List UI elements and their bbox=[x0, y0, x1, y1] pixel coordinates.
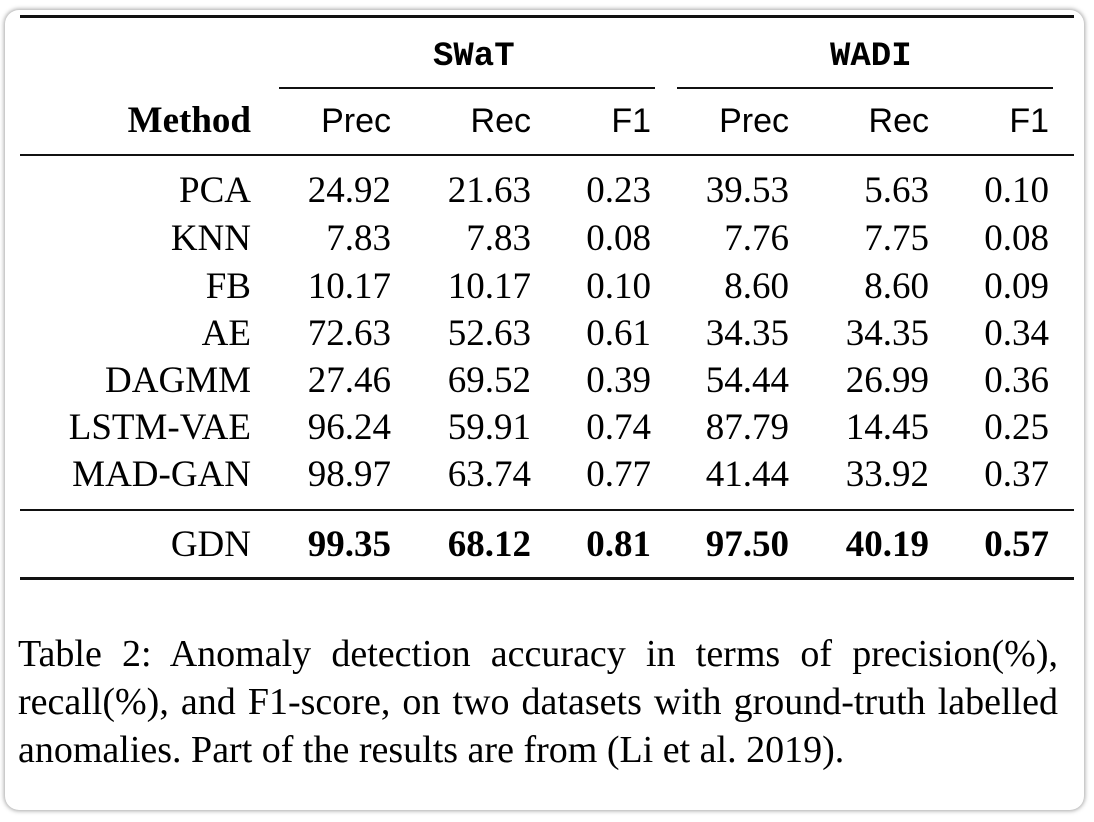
value-cell: 7.76 bbox=[724, 218, 789, 259]
wadi-group-rule bbox=[677, 87, 1053, 89]
table-caption: Table 2: Anomaly detection accuracy in terms of precision(%), recall(%), and F1-score, on two datasets with ground-truth labelled anomalies. Part of the results are from (Li et al. 2019). bbox=[18, 633, 1058, 771]
method-cell: PCA bbox=[179, 170, 251, 211]
value-cell: 27.46 bbox=[307, 360, 391, 401]
best-value-cell: 40.19 bbox=[845, 524, 929, 565]
col-header-swat-rec: Rec bbox=[470, 102, 531, 140]
value-cell: 0.08 bbox=[984, 218, 1049, 259]
method-column-header: Method bbox=[127, 100, 251, 141]
value-cell: 8.60 bbox=[864, 266, 929, 307]
value-cell: 69.52 bbox=[447, 360, 531, 401]
value-cell: 33.92 bbox=[845, 454, 929, 495]
value-cell: 0.23 bbox=[586, 170, 651, 211]
method-cell-highlight: GDN bbox=[170, 524, 251, 565]
value-cell: 21.63 bbox=[447, 170, 531, 211]
method-cell: LSTM-VAE bbox=[68, 407, 251, 448]
value-cell: 24.92 bbox=[307, 170, 391, 211]
value-cell: 52.63 bbox=[447, 313, 531, 354]
header-rule bbox=[20, 154, 1074, 156]
value-cell: 63.74 bbox=[447, 454, 531, 495]
value-cell: 7.83 bbox=[326, 218, 391, 259]
table-bottom-rule bbox=[20, 577, 1074, 580]
value-cell: 0.10 bbox=[984, 170, 1049, 211]
col-header-wadi-rec: Rec bbox=[868, 102, 929, 140]
value-cell: 0.77 bbox=[586, 454, 651, 495]
value-cell: 98.97 bbox=[307, 454, 391, 495]
method-cell: DAGMM bbox=[105, 360, 251, 401]
value-cell: 72.63 bbox=[307, 313, 391, 354]
value-cell: 7.83 bbox=[466, 218, 531, 259]
value-cell: 96.24 bbox=[307, 407, 391, 448]
group-header-wadi: WADI bbox=[830, 38, 912, 76]
value-cell: 0.36 bbox=[984, 360, 1049, 401]
table-card bbox=[5, 10, 1084, 810]
best-value-cell: 99.35 bbox=[307, 524, 391, 565]
value-cell: 0.39 bbox=[586, 360, 651, 401]
value-cell: 10.17 bbox=[307, 266, 391, 307]
value-cell: 14.45 bbox=[845, 407, 929, 448]
value-cell: 39.53 bbox=[705, 170, 789, 211]
value-cell: 26.99 bbox=[845, 360, 929, 401]
best-value-cell: 0.57 bbox=[984, 524, 1049, 565]
value-cell: 59.91 bbox=[447, 407, 531, 448]
col-header-wadi-prec: Prec bbox=[719, 102, 789, 140]
col-header-wadi-f1: F1 bbox=[1009, 102, 1049, 140]
value-cell: 41.44 bbox=[705, 454, 789, 495]
value-cell: 7.75 bbox=[864, 218, 929, 259]
value-cell: 0.34 bbox=[984, 313, 1049, 354]
value-cell: 0.74 bbox=[586, 407, 651, 448]
group-header-swat: SWaT bbox=[433, 38, 515, 76]
value-cell: 0.10 bbox=[586, 266, 651, 307]
table-top-rule bbox=[20, 15, 1074, 18]
value-cell: 34.35 bbox=[845, 313, 929, 354]
swat-group-rule bbox=[279, 87, 655, 89]
value-cell: 0.25 bbox=[984, 407, 1049, 448]
method-cell: AE bbox=[201, 313, 251, 354]
best-value-cell: 0.81 bbox=[586, 524, 651, 565]
best-value-cell: 68.12 bbox=[447, 524, 531, 565]
method-cell: KNN bbox=[170, 218, 251, 259]
best-value-cell: 97.50 bbox=[705, 524, 789, 565]
value-cell: 54.44 bbox=[705, 360, 789, 401]
value-cell: 0.61 bbox=[586, 313, 651, 354]
col-header-swat-f1: F1 bbox=[611, 102, 651, 140]
value-cell: 8.60 bbox=[724, 266, 789, 307]
col-header-swat-prec: Prec bbox=[321, 102, 391, 140]
value-cell: 34.35 bbox=[705, 313, 789, 354]
mid-rule bbox=[20, 509, 1074, 511]
method-cell: MAD-GAN bbox=[72, 454, 251, 495]
value-cell: 87.79 bbox=[705, 407, 789, 448]
method-cell: FB bbox=[205, 266, 251, 307]
value-cell: 0.08 bbox=[586, 218, 651, 259]
value-cell: 0.37 bbox=[984, 454, 1049, 495]
value-cell: 5.63 bbox=[864, 170, 929, 211]
value-cell: 0.09 bbox=[984, 266, 1049, 307]
value-cell: 10.17 bbox=[447, 266, 531, 307]
